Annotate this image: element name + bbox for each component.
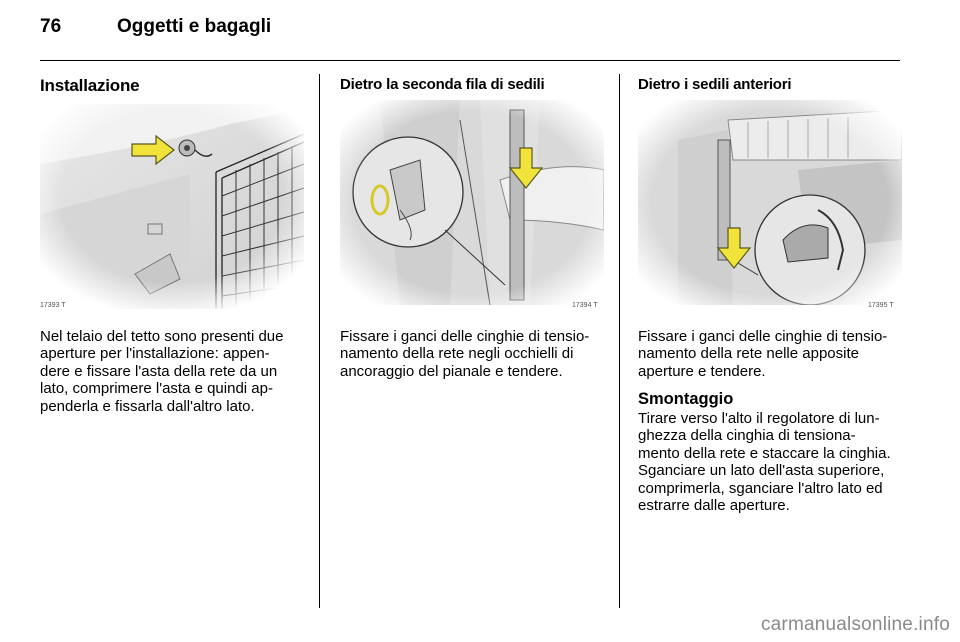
text-line: ghezza della cinghia di tensiona-: [638, 427, 856, 445]
body-text: [340, 328, 608, 380]
text-line: Nel telaio del tetto sono presenti due: [40, 328, 284, 345]
chapter-title: Oggetti e bagagli: [117, 16, 272, 37]
text-line: aperture e tendere.: [638, 362, 766, 380]
text-line: Sganciare un lato dell'asta superiore,: [638, 462, 885, 480]
text-line: comprimerla, sganciare l'altro lato ed: [638, 479, 883, 497]
column-divider: [319, 74, 320, 608]
text-line: Fissare i ganci delle cinghie di tensio-: [340, 328, 590, 345]
roof-frame-illustration: [40, 104, 304, 309]
section-heading: Dietro la seconda fila di sedili: [340, 76, 545, 93]
text-line: mento della rete e staccare la cinghia.: [638, 444, 891, 462]
text-line: namento della rete nelle apposite: [638, 345, 859, 363]
text-line: lato, comprimere l'asta e quindi ap-: [40, 380, 273, 398]
figure-roof-frame: [40, 104, 304, 309]
text-line: Fissare i ganci delle cinghie di tensio-: [638, 328, 888, 345]
second-row-illustration: [340, 100, 604, 305]
text-line: dere e fissare l'asta della rete da un: [40, 362, 278, 380]
body-text: [638, 410, 906, 514]
body-text: [638, 328, 906, 380]
text-line: Tirare verso l'alto il regolatore di lun-: [638, 410, 880, 427]
text-line: ancoraggio del pianale e tendere.: [340, 362, 563, 380]
column-sedili-anteriori: [638, 76, 902, 515]
figure-front-seats: [638, 100, 902, 305]
watermark: carmanualsonline.info: [760, 614, 950, 635]
figure-second-row: [340, 100, 604, 305]
figure-code: 17394 T: [572, 302, 598, 309]
text-line: namento della rete negli occhielli di: [340, 345, 574, 363]
column-installazione: [40, 76, 304, 415]
subsection-heading: Smontaggio: [638, 390, 734, 408]
text-line: aperture per l'installazione: appen-: [40, 345, 270, 363]
figure-code: 17393 T: [40, 302, 66, 309]
section-heading: Installazione: [40, 76, 140, 95]
column-divider: [619, 74, 620, 608]
text-line: estrarre dalle aperture.: [638, 497, 790, 515]
column-seconda-fila: [340, 76, 604, 380]
figure-code: 17395 T: [868, 302, 894, 309]
header-rule: [40, 60, 900, 61]
section-heading: Dietro i sedili anteriori: [638, 76, 792, 93]
body-text: [40, 328, 308, 415]
page-number: 76: [40, 16, 62, 37]
text-line: penderla e fissarla dall'altro lato.: [40, 397, 255, 415]
front-seats-illustration: [638, 100, 902, 305]
